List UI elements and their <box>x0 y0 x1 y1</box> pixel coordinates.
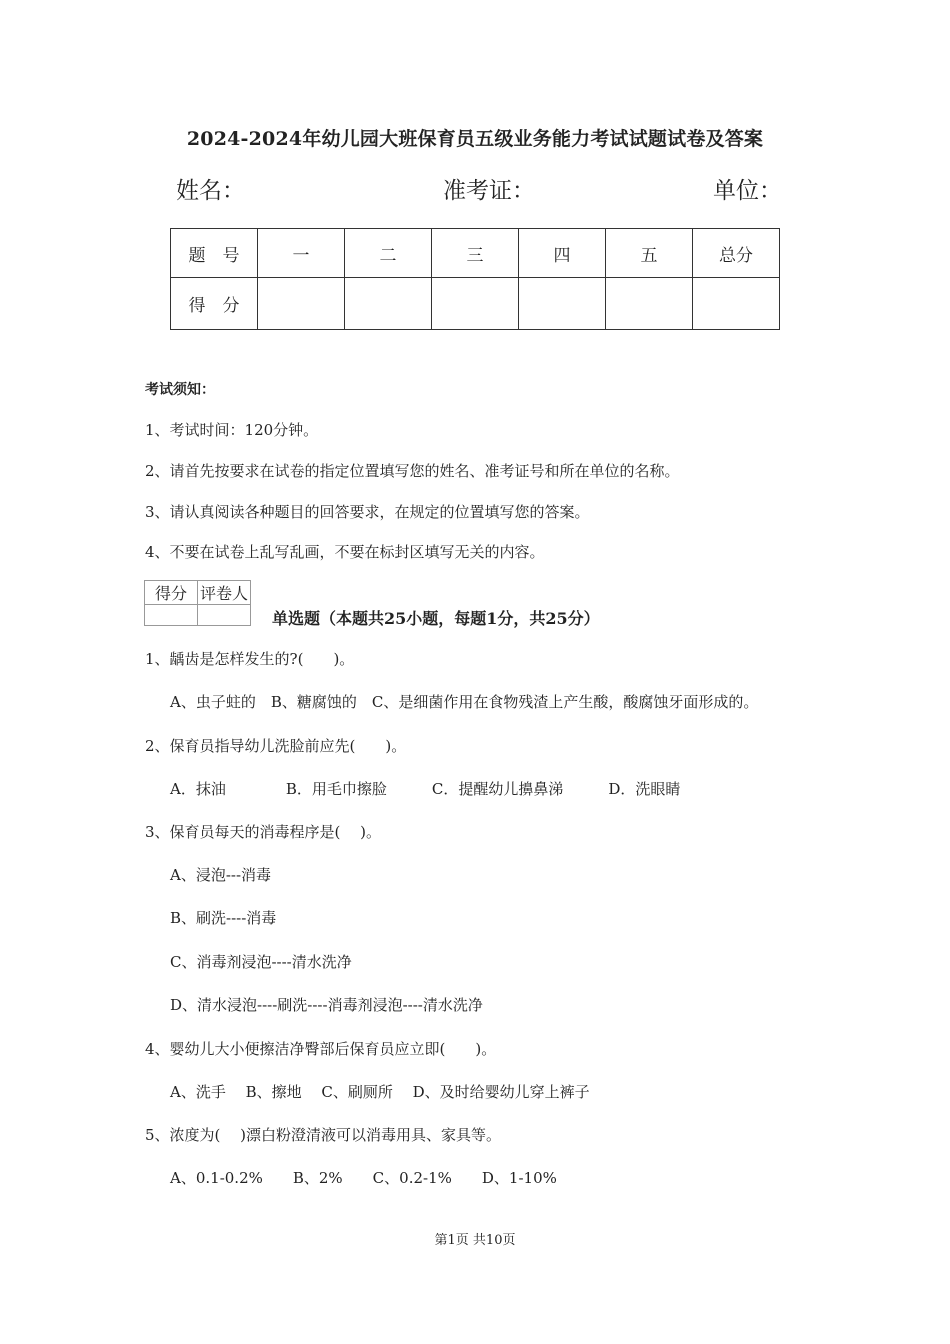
notice-item: 4、不要在试卷上乱写乱画，不要在标封区填写无关的内容。 <box>145 543 545 561</box>
grader-box <box>144 580 251 626</box>
name-field-label: 姓名： <box>176 178 245 204</box>
exam-title: 2024-2024年幼儿园大班保育员五级业务能力考试试题试卷及答案 <box>186 128 764 150</box>
question-option: A、浸泡---消毒 <box>170 866 272 884</box>
score-cell[interactable] <box>345 278 432 330</box>
score-table-header-cell: 三 <box>432 229 519 278</box>
score-table-header-row <box>171 229 780 278</box>
grader-score-cell[interactable] <box>145 605 198 626</box>
score-cell[interactable] <box>432 278 519 330</box>
notice-heading: 考试须知： <box>145 382 215 398</box>
question-stem: 5、浓度为( )漂白粉澄清液可以消毒用具、家具等。 <box>145 1126 502 1144</box>
question-stem: 2、保育员指导幼儿洗脸前应先( )。 <box>145 737 407 755</box>
question-stem: 4、婴幼儿大小便擦洁净臀部后保育员应立即( )。 <box>145 1040 497 1058</box>
question-options: A．抹油 B．用毛巾擦脸 C．提醒幼儿擤鼻涕 D．洗眼睛 <box>170 780 681 798</box>
question-options: A、0.1-0.2% B、2% C、0.2-1% D、1-10% <box>170 1169 557 1187</box>
question-options: A、虫子蛀的 B、糖腐蚀的 C、是细菌作用在食物残渣上产生酸，酸腐蚀牙面形成的。 <box>170 693 759 711</box>
score-table-header-cell: 五 <box>606 229 693 278</box>
score-table-header-cell: 题 号 <box>171 229 258 278</box>
score-table-header-cell: 二 <box>345 229 432 278</box>
score-table-score-row <box>171 278 780 330</box>
question-option: D、清水浸泡----刷洗----消毒剂浸泡----清水洗净 <box>170 996 483 1014</box>
notice-item: 2、请首先按要求在试卷的指定位置填写您的姓名、准考证号和所在单位的名称。 <box>145 462 680 480</box>
score-cell[interactable] <box>693 278 780 330</box>
score-cell[interactable] <box>519 278 606 330</box>
page-footer: 第1页 共10页 <box>434 1233 516 1248</box>
question-option: B、刷洗----消毒 <box>170 909 277 927</box>
question-stem: 1、龋齿是怎样发生的?( )。 <box>145 650 355 668</box>
score-cell[interactable] <box>606 278 693 330</box>
score-cell[interactable] <box>258 278 345 330</box>
grader-name-cell[interactable] <box>198 605 251 626</box>
unit-field-label: 单位： <box>713 178 782 204</box>
exam-id-field-label: 准考证： <box>443 178 535 204</box>
question-options: A、洗手 B、擦地 C、刷厕所 D、及时给婴幼儿穿上裤子 <box>170 1083 590 1101</box>
score-table-header-cell: 总分 <box>693 229 780 278</box>
score-table-header-cell: 一 <box>258 229 345 278</box>
grader-name-label: 评卷人 <box>198 581 251 605</box>
score-row-label: 得 分 <box>171 278 258 330</box>
notice-item: 1、考试时间：120分钟。 <box>145 421 319 439</box>
score-table-header-cell: 四 <box>519 229 606 278</box>
score-table <box>170 228 780 330</box>
question-option: C、消毒剂浸泡----清水洗净 <box>170 953 352 971</box>
question-stem: 3、保育员每天的消毒程序是( )。 <box>145 823 382 841</box>
grader-score-label: 得分 <box>145 581 198 605</box>
notice-item: 3、请认真阅读各种题目的回答要求，在规定的位置填写您的答案。 <box>145 503 590 521</box>
section-title: 单选题（本题共25小题，每题1分，共25分） <box>272 609 600 628</box>
